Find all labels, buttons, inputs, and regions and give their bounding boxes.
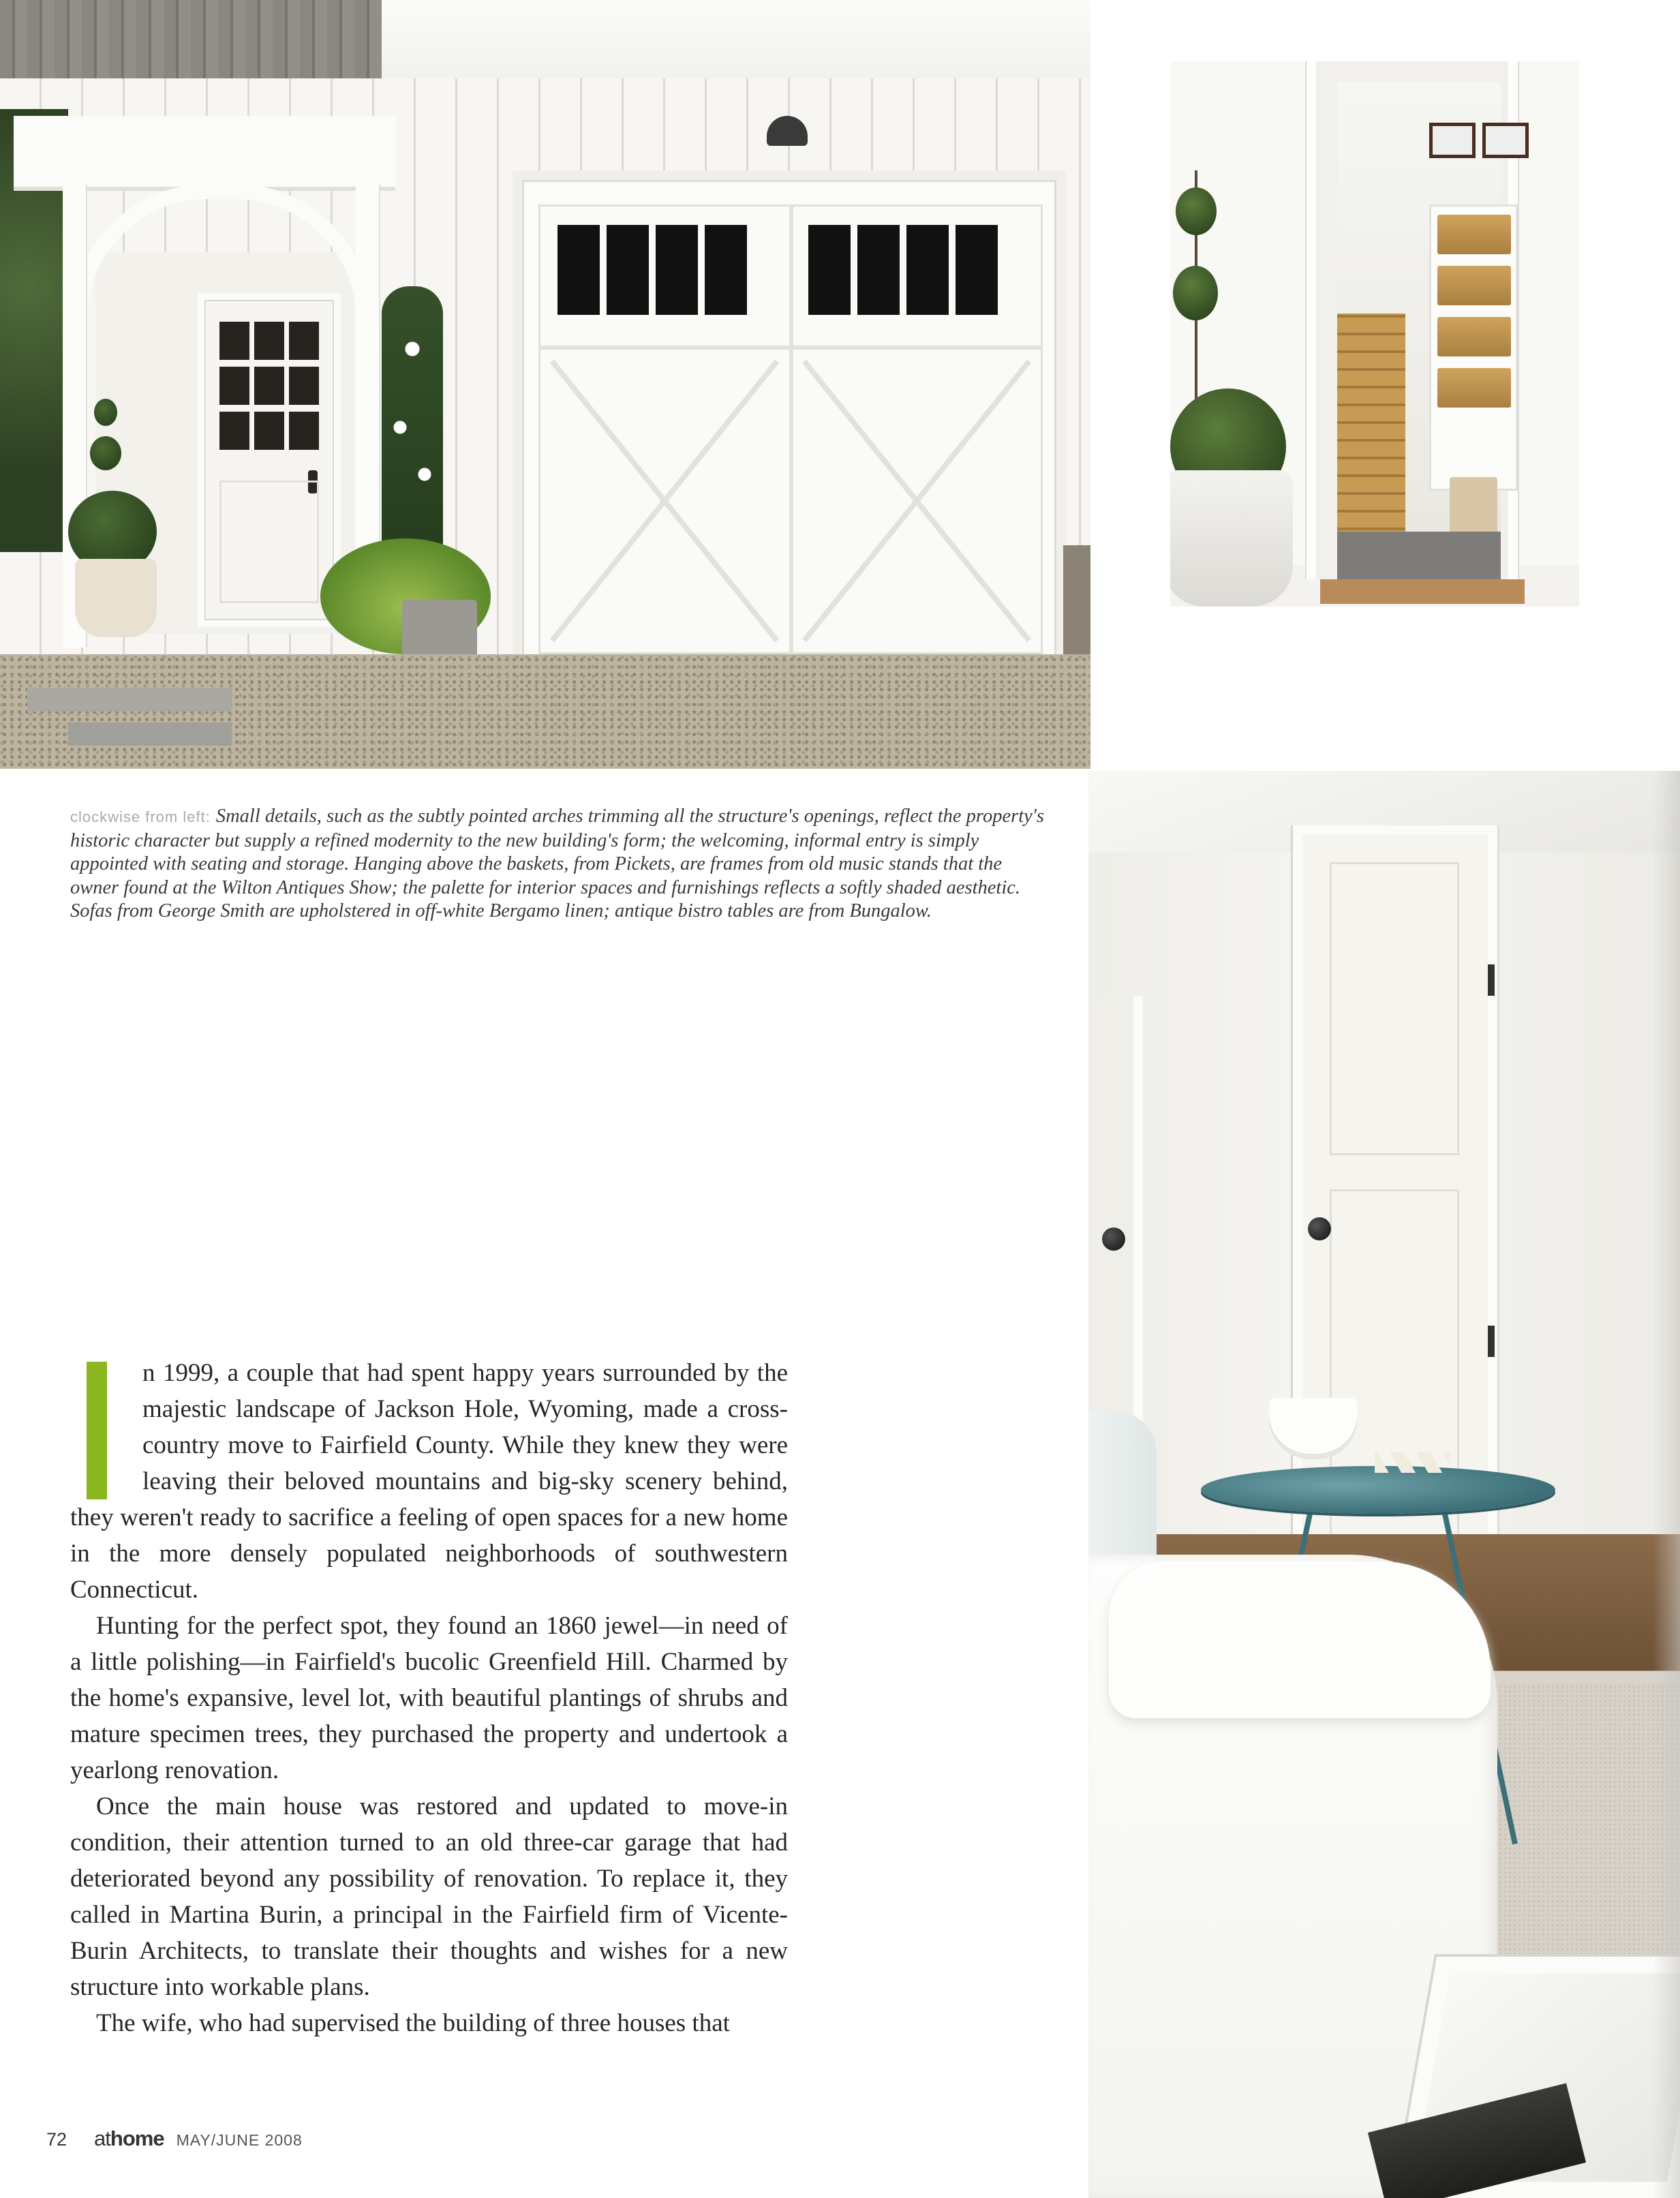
garage-door <box>538 204 1043 654</box>
page-gutter-shadow <box>1653 771 1680 2198</box>
stone-planter <box>75 559 157 637</box>
page-folio <box>46 2126 303 2154</box>
dominoes <box>1375 1452 1450 1473</box>
stair-runner <box>1337 314 1405 545</box>
door-mat <box>1320 579 1525 604</box>
article-body <box>70 1355 788 2041</box>
door-knob <box>1102 1227 1125 1251</box>
photo-garage-exterior <box>0 0 1090 769</box>
basket <box>1437 368 1511 408</box>
issue-date: MAY/JUNE 2008 <box>176 2131 303 2149</box>
photo-caption <box>70 805 1045 924</box>
paragraph-text: n 1999, a couple that had spent happy years surrounded by the majestic landscape of Jackson Hole, Wyoming, made a cross-country move to Fairfield County. While they knew they were leaving their beloved mountains and big-sky scenery behind, they weren't ready to sacrifice a feeling of open spaces for a new home in the more densely populated neighborhoods of southwestern Connecticut. <box>70 1359 788 1604</box>
drop-cap-bar <box>87 1362 107 1499</box>
photo-entry-interior <box>1170 61 1579 607</box>
basket <box>1437 317 1511 356</box>
bistro-table <box>1201 1466 1555 1514</box>
basket <box>1437 266 1511 305</box>
stepping-stone <box>27 688 232 712</box>
magazine-logo-light: at <box>94 2126 110 2150</box>
entry-door <box>198 293 341 627</box>
door-panel-lower <box>1330 1189 1459 1571</box>
photo-living-room <box>1088 771 1680 2198</box>
stepping-stone <box>68 722 232 746</box>
topiary-ball <box>1173 266 1218 320</box>
door-hinge <box>1488 1326 1495 1357</box>
sky <box>382 0 1090 89</box>
article-paragraph: The wife, who had supervised the building of three houses that <box>96 2009 730 2037</box>
music-stand-frame <box>1429 123 1476 158</box>
porch-roof <box>14 116 395 191</box>
stone-urn <box>1170 470 1293 607</box>
article-paragraph: Once the main house was restored and updated to move-in condition, their attention turned to an old three-car garage that had deteriorated beyond any possibility of renovation. To replace it, they called in Martina Burin, a principal in the Fairfield firm of Vicente-Burin Architects, to translate their thoughts and wishes for a new structure into workable plans. <box>70 1792 788 2001</box>
door-lower-panel <box>219 480 319 603</box>
basket <box>1437 215 1511 254</box>
door-hinge <box>1488 964 1495 996</box>
garage-x-bracing <box>538 204 1043 654</box>
slate-floor <box>1337 532 1501 579</box>
article-paragraph: Hunting for the perfect spot, they found an 1860 jewel—in need of a little polishing—in Fairfield's bucolic Greenfield Hill. Charmed by the home's expansive, level lot, with beautiful plantings of shrubs and mature specimen trees, they purchased the property and undertook a yearlong renovation. <box>70 1612 788 1784</box>
sofa-arm <box>1109 1561 1491 1718</box>
article-paragraph <box>70 1355 788 1608</box>
topiary-mid <box>90 436 121 470</box>
caption-text: Small details, such as the subtly pointed arches trimming all the structure's openings, reflect the property's historic character but supply a refined modernity to the new building's form; the welcoming, informal entry is simply appointed with seating and storage. Hanging above the baskets, from Pickets, are frames from old music stands that the owner found at the Wilton Antiques Show; the palette for interior spaces and furnishings reflects a softly shaded aesthetic. Sofas from George Smith are upholstered in off-white Bergamo linen; antique bistro tables are from Bungalow. <box>70 806 1044 922</box>
topiary-top <box>94 399 117 426</box>
page-number: 72 <box>46 2129 67 2150</box>
door-knob <box>1308 1217 1331 1240</box>
stone-foundation <box>1063 545 1090 668</box>
shingle-roof <box>0 0 382 85</box>
caption-lead: clockwise from left: <box>70 808 211 825</box>
door-panel-upper <box>1330 862 1459 1155</box>
topiary-ball <box>1176 187 1217 235</box>
magazine-logo-bold: home <box>110 2126 164 2150</box>
door-window-panes <box>219 320 319 450</box>
music-stand-frame <box>1482 123 1529 158</box>
gravel-drive <box>0 654 1090 769</box>
